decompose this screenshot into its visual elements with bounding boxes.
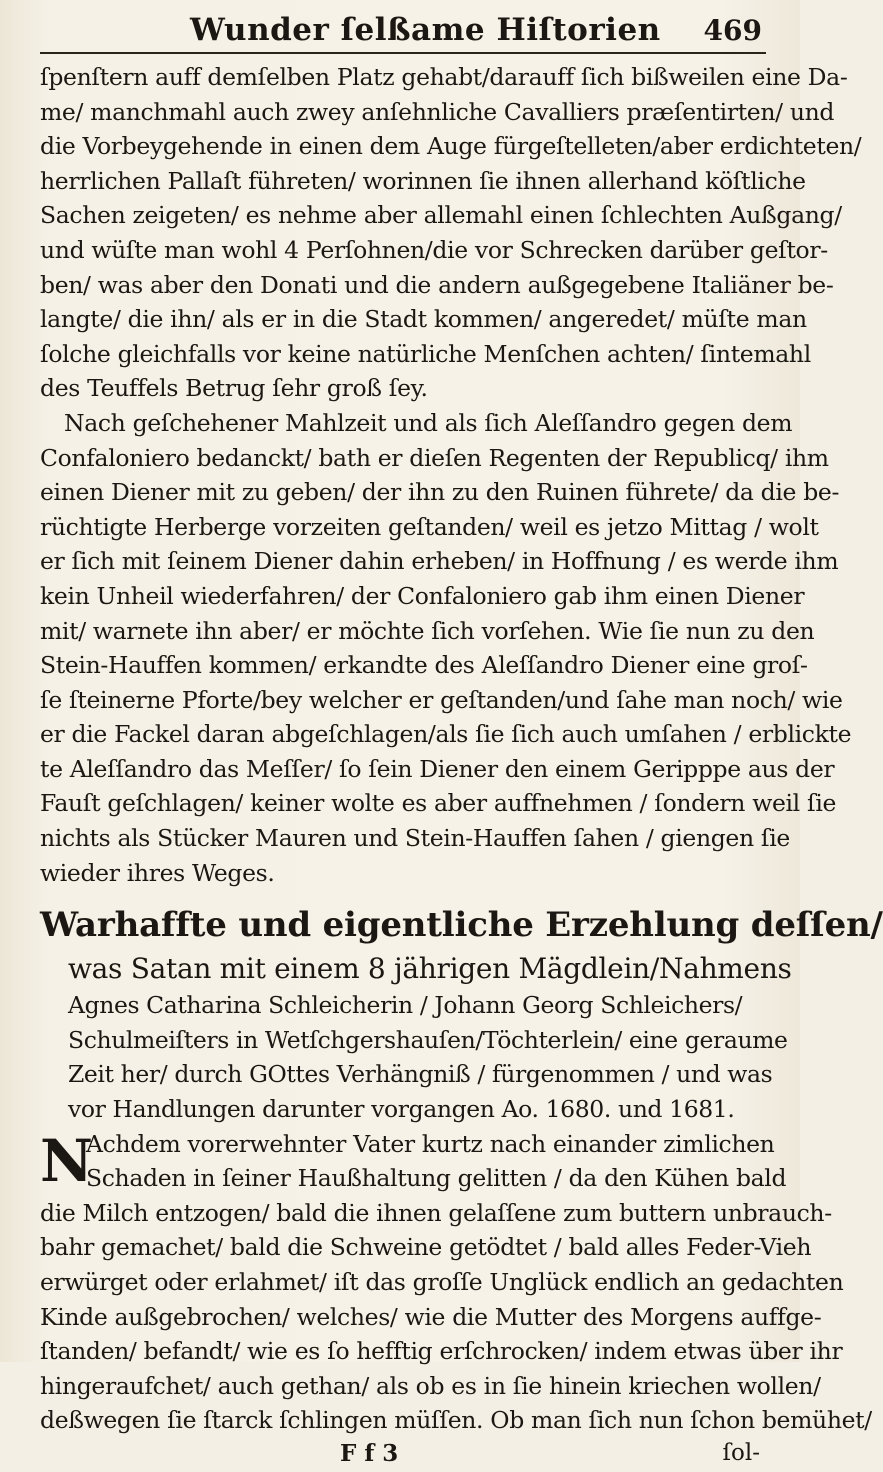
page-footer (40, 1438, 766, 1472)
text-line: er ſich mit ſeinem Diener dahin erheben/ in Hoffnung / es werde ihm (40, 547, 839, 576)
text-line: und wüſte man wohl 4 Perſohnen/die vor Schrecken darüber geſtor- (40, 235, 828, 264)
text-line: wieder ihres Weges. (40, 858, 275, 887)
text-line: mit/ warnete ihn aber/ er möchte ſich vorſehen. Wie ſie nun zu den (40, 616, 815, 645)
text-line: die Vorbeygehende in einen dem Auge fürgeſtelleten/aber erdichteten/ (40, 132, 862, 161)
text-line: ben/ was aber den Donati und die andern außgegebene Italiäner be- (40, 270, 834, 299)
text-line: Sachen zeigeten/ es nehme aber allemahl einen ſchlechten Außgang/ (40, 201, 842, 230)
heading-subline: Schulmeiſters in Wetſchgershauſen/Töchterlein/ eine geraume (68, 1025, 788, 1054)
heading-line-2: was Satan mit einem 8 jährigen Mägdlein/Nahmens (68, 952, 792, 986)
heading-subline: Zeit her/ durch GOttes Verhängniß / fürgenommen / und was (68, 1060, 773, 1089)
text-line: te Aleſſandro das Meſſer/ ſo ſein Diener den einem Geripppe aus der (40, 754, 835, 783)
section-gap (40, 890, 766, 900)
text-line: ſolche gleichfalls vor keine natürliche Menſchen achten/ ſintemahl (40, 339, 811, 368)
paragraph-3 (40, 1126, 872, 1438)
text-line: Nach geſchehener Mahlzeit und als ſich Aleſſandro gegen dem (64, 408, 793, 437)
running-title: Wunder ſelßame Hiſtorien (190, 12, 661, 48)
text-line: Fauſt geſchlagen/ keiner wolte es aber auffnehmen / ſondern weil ſie (40, 789, 837, 818)
text-line: kein Unheil wiederfahren/ der Confaloniero gab ihm einen Diener (40, 581, 805, 610)
text-line: langte/ die ihn/ als er in die Stadt kommen/ angeredet/ müſte man (40, 305, 807, 334)
text-line: deßwegen ſie ſtarck ſchlingen müſſen. Ob man ſich nun ſchon bemühet/ (40, 1406, 872, 1435)
text-line: Confaloniero bedanckt/ bath er dieſen Regenten der Republicq/ ihm (40, 443, 829, 472)
text-line: ſtanden/ befandt/ wie es ſo hefftig erſchrocken/ indem etwas über ihr (40, 1337, 843, 1366)
heading-subline: vor Handlungen darunter vorgangen Ao. 1680. und 1681. (68, 1095, 735, 1124)
catchword: ſol- (722, 1439, 760, 1466)
signature-mark: F f 3 (340, 1439, 399, 1467)
text-line: Schaden in ſeiner Haußhaltung gelitten / da den Kühen bald (86, 1164, 787, 1193)
section-heading (40, 900, 883, 1126)
text-line: ſe ſteinerne Pforte/bey welcher er geſtanden/und ſahe man noch/ wie (40, 685, 843, 714)
text-line: Stein-Hauffen kommen/ erkandte des Aleſſandro Diener eine groſ- (40, 651, 808, 680)
page-number: 469 (703, 14, 762, 47)
text-line: einen Diener mit zu geben/ der ihn zu den Ruinen führete/ da die be- (40, 478, 840, 507)
text-line: er die Fackel daran abgeſchlagen/als ſie ſich auch umſahen / erblickte (40, 720, 852, 749)
running-head (40, 8, 766, 54)
paragraph-2 (40, 406, 852, 890)
text-line: Achdem vorerwehnter Vater kurtz nach einander zimlichen (86, 1129, 775, 1158)
text-line: ſpenſtern auff demſelben Platz gehabt/darauff ſich bißweilen eine Da- (40, 63, 848, 91)
text-line: erwürget oder erlahmet/ iſt das groſſe Unglück endlich an gedachten (40, 1268, 844, 1296)
text-line: rüchtigte Herberge vorzeiten geſtanden/ weil es jetzo Mittag / wolt (40, 512, 819, 541)
text-line: nichts als Stücker Mauren und Stein-Hauffen ſahen / giengen ſie (40, 824, 790, 853)
drop-cap-initial: N (40, 1126, 94, 1195)
text-line: Kinde außgebrochen/ welches/ wie die Mutter des Morgens auffge- (40, 1302, 822, 1331)
text-line: bahr gemachet/ bald die Schweine getödtet / bald alles Feder-Vieh (40, 1233, 812, 1262)
text-line: des Teuffels Betrug ſehr groß ſey. (40, 374, 428, 403)
paragraph-1 (40, 60, 862, 406)
heading-line-1: Warhaffte und eigentliche Erzehlung deſſen/ (40, 905, 883, 946)
text-line: me/ manchmahl auch zwey anſehnliche Cavalliers præſentirten/ und (40, 97, 835, 126)
text-line: die Milch entzogen/ bald die ihnen gelaſſene zum buttern unbrauch- (40, 1198, 832, 1227)
heading-subline: Agnes Catharina Schleicherin / Johann Georg Schleichers/ (68, 991, 743, 1020)
text-line: herrlichen Pallaſt führeten/ worinnen ſie ihnen allerhand köſtliche (40, 166, 806, 195)
text-line: hingeraufchet/ auch gethan/ als ob es in ſie hinein kriechen wollen/ (40, 1371, 821, 1400)
